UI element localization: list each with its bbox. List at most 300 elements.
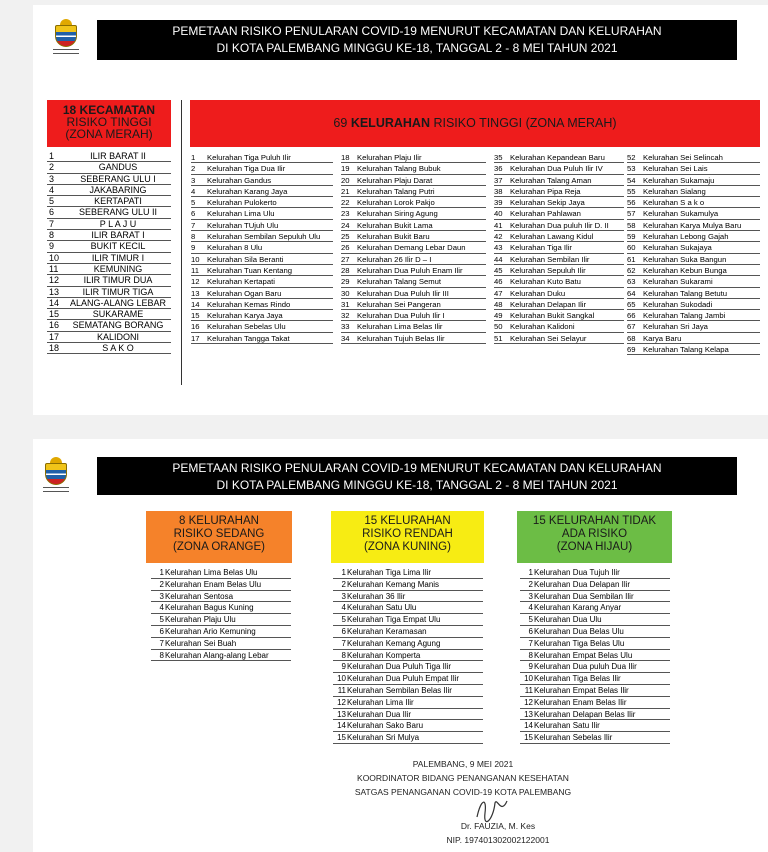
- zone-row: [520, 602, 670, 614]
- kelurahan-row: [627, 231, 760, 242]
- row-name: Kelurahan 26 Ilir D – I: [357, 254, 432, 264]
- kelurahan-row: [494, 265, 624, 276]
- row-name: Kelurahan Kertapati: [207, 277, 275, 287]
- zone-row: [151, 614, 291, 626]
- row-number: 13: [191, 288, 200, 298]
- kecamatan-heading-risk: RISIKO TINGGI: [66, 115, 152, 129]
- kecamatan-heading-count: 18 KECAMATAN: [62, 103, 156, 117]
- green-zone-heading: [517, 511, 672, 563]
- row-name: Kelurahan Plaju Darat: [357, 175, 433, 185]
- row-name: Kelurahan Delapan Ilir: [510, 299, 587, 309]
- row-number: 45: [494, 265, 503, 275]
- row-name: Kelurahan Tiga Belas Ilir: [534, 674, 621, 684]
- row-name: Kelurahan Sei Pangeran: [357, 299, 441, 309]
- row-name: ALANG-ALANG LEBAR: [69, 297, 167, 308]
- row-name: Kelurahan Demang Lebar Daun: [357, 243, 466, 253]
- row-number: 2: [191, 164, 196, 174]
- zone-row: [333, 626, 483, 638]
- title-line-1: PEMETAAN RISIKO PENULARAN COVID-19 MENURUT KECAMATAN DAN KELURAHAN: [172, 461, 662, 475]
- document-title-2: [97, 457, 737, 495]
- row-name: Kelurahan Dua Belas Ulu: [534, 626, 624, 636]
- kelurahan-row: [494, 333, 624, 344]
- zone-row: [333, 591, 483, 603]
- kelurahan-row: [627, 208, 760, 219]
- zone-row: [333, 732, 483, 744]
- document-title: [97, 20, 737, 60]
- kelurahan-row: [341, 265, 486, 276]
- row-name: Kelurahan Sekip Jaya: [510, 198, 585, 208]
- row-name: Kelurahan Alang-alang Lebar: [165, 650, 269, 660]
- row-name: Kelurahan Lima Belas Ulu: [165, 568, 258, 577]
- row-name: Kelurahan Empat Belas Ulu: [534, 650, 633, 660]
- row-name: Kelurahan Bukit Baru: [357, 232, 430, 242]
- row-number: 15: [524, 733, 533, 743]
- row-name: Kelurahan Karya Jaya: [207, 311, 283, 321]
- zone-row: [151, 591, 291, 603]
- kelurahan-row: [191, 242, 333, 253]
- kelurahan-row: [494, 186, 624, 197]
- row-number: 8: [341, 650, 346, 660]
- row-name: Kelurahan Talang Putri: [357, 186, 435, 196]
- signature-block: [363, 757, 563, 771]
- row-number: 27: [341, 254, 350, 264]
- kelurahan-row: [494, 163, 624, 174]
- kelurahan-row: [341, 220, 486, 231]
- row-number: 14: [337, 721, 346, 731]
- row-number: 1: [159, 568, 164, 577]
- row-name: Kelurahan Suka Bangun: [643, 254, 727, 264]
- row-name: Kelurahan Sembilan Sepuluh Ulu: [207, 232, 321, 242]
- coordinator-role: KOORDINATOR BIDANG PENANGANAN KESEHATAN: [357, 773, 569, 783]
- zone-row: [520, 650, 670, 662]
- palembang-emblem-icon: [53, 19, 79, 55]
- zone-row: [333, 567, 483, 579]
- row-number: 30: [341, 288, 350, 298]
- row-name: Kelurahan Sembilan Ilir: [510, 254, 590, 264]
- row-number: 29: [341, 277, 350, 287]
- row-number: 61: [627, 254, 636, 264]
- row-number: 6: [191, 209, 196, 219]
- row-number: 11: [49, 263, 59, 274]
- row-name: Kelurahan Lima Belas Ilir: [357, 322, 443, 332]
- kelurahan-row: [494, 310, 624, 321]
- row-number: 42: [494, 232, 503, 242]
- kelurahan-row: [341, 299, 486, 310]
- kecamatan-row: [47, 309, 171, 320]
- kecamatan-row: [47, 264, 171, 275]
- kelurahan-row: [494, 276, 624, 287]
- kecamatan-row: [47, 162, 171, 173]
- kecamatan-row: [47, 320, 171, 331]
- row-name: Kelurahan Talang Jambi: [643, 311, 726, 321]
- row-name: Kelurahan Bukit Lama: [357, 220, 433, 230]
- row-number: 60: [627, 243, 636, 253]
- row-number: 36: [494, 164, 503, 174]
- kecamatan-row: [47, 275, 171, 286]
- row-number: 10: [337, 674, 346, 684]
- row-number: 64: [627, 288, 636, 298]
- row-number: 39: [494, 198, 503, 208]
- kecamatan-heading-zone: (ZONA MERAH): [65, 127, 153, 141]
- row-name: Kelurahan Dua Puluh Tiga Ilir: [347, 662, 452, 672]
- row-name: Kelurahan Sembilan Belas Ilir: [347, 685, 452, 695]
- row-number: 11: [337, 685, 346, 695]
- row-name: SEBERANG ULU I: [80, 173, 156, 184]
- row-number: 56: [627, 198, 636, 208]
- row-number: 3: [341, 591, 346, 601]
- zone-row: [520, 709, 670, 721]
- row-name: Kelurahan Dua puluh Ilir D. II: [510, 220, 609, 230]
- row-number: 22: [341, 198, 350, 208]
- kecamatan-row: [47, 196, 171, 207]
- zone-row: [333, 709, 483, 721]
- row-name: Kelurahan Dua Sembilan Ilir: [534, 591, 634, 601]
- kelurahan-row: [627, 175, 760, 186]
- yellow-zone-heading: [331, 511, 484, 563]
- row-name: KALIDONI: [96, 331, 139, 342]
- kelurahan-row: [494, 242, 624, 253]
- row-number: 2: [49, 162, 55, 173]
- row-number: 13: [524, 709, 533, 719]
- kelurahan-row: [191, 186, 333, 197]
- kelurahan-row: [191, 152, 333, 163]
- row-name: Kelurahan Sukarami: [643, 277, 713, 287]
- zone-row: [520, 638, 670, 650]
- zone-row: [520, 626, 670, 638]
- title-line-1: PEMETAAN RISIKO PENULARAN COVID-19 MENURUT KECAMATAN DAN KELURAHAN: [172, 24, 662, 38]
- row-name: Kelurahan Sukamulya: [643, 209, 719, 219]
- kecamatan-row: [47, 287, 171, 298]
- kelurahan-row: [494, 254, 624, 265]
- row-number: 9: [191, 243, 196, 253]
- row-name: Kelurahan Talang Aman: [510, 175, 592, 185]
- row-name: Kelurahan Sukamaju: [643, 175, 715, 185]
- row-number: 26: [341, 243, 350, 253]
- row-number: 4: [528, 603, 533, 613]
- row-number: 4: [159, 603, 164, 613]
- signatory-nip: NIP. 197401302002122001: [446, 835, 550, 845]
- zone-row: [333, 720, 483, 732]
- kelurahan-column-4: [627, 152, 760, 355]
- row-name: Kelurahan Lima Ilir: [347, 697, 414, 707]
- green-heading-line2: ADA RISIKO: [561, 528, 628, 540]
- row-name: Kelurahan Enam Belas Ulu: [165, 579, 262, 589]
- row-number: 68: [627, 333, 636, 343]
- kelurahan-row: [191, 197, 333, 208]
- row-name: Kelurahan Bukit Sangkal: [510, 311, 595, 321]
- orange-heading-line2: RISIKO SEDANG: [173, 528, 265, 540]
- zone-row: [333, 614, 483, 626]
- kelurahan-row: [627, 265, 760, 276]
- kelurahan-row: [341, 231, 486, 242]
- green-heading-line1: 15 KELURAHAN TIDAK: [532, 515, 657, 527]
- row-number: 62: [627, 265, 636, 275]
- row-name: KEMUNING: [93, 263, 143, 274]
- row-name: Kelurahan TUjuh Ulu: [207, 220, 279, 230]
- row-name: Kelurahan Komperta: [347, 650, 421, 660]
- row-number: 32: [341, 311, 350, 321]
- kelurahan-row: [494, 175, 624, 186]
- row-number: 51: [494, 333, 503, 343]
- row-name: Kelurahan Lawang Kidul: [510, 232, 594, 242]
- zone-row: [151, 602, 291, 614]
- row-name: Kelurahan Dua puluh Dua Ilir: [534, 662, 637, 672]
- kelurahan-row: [627, 299, 760, 310]
- kelurahan-row: [191, 265, 333, 276]
- row-name: Kelurahan Sukajaya: [643, 243, 712, 253]
- row-number: 33: [341, 322, 350, 332]
- row-name: Kelurahan Sukodadi: [643, 299, 713, 309]
- row-number: 50: [494, 322, 503, 332]
- row-name: Kelurahan Talang Semut: [357, 277, 442, 287]
- row-number: 24: [341, 220, 350, 230]
- row-number: 7: [191, 220, 196, 230]
- row-name: Kelurahan Talang Kelapa: [643, 345, 729, 355]
- row-number: 69: [627, 345, 636, 355]
- row-number: 2: [341, 579, 346, 589]
- row-number: 65: [627, 299, 636, 309]
- row-name: Kelurahan Keramasan: [347, 626, 427, 636]
- row-number: 44: [494, 254, 503, 264]
- kelurahan-row: [191, 163, 333, 174]
- row-number: 2: [159, 579, 164, 589]
- row-number: 15: [191, 311, 200, 321]
- row-number: 5: [341, 615, 346, 625]
- zone-row: [520, 567, 670, 579]
- row-name: Kelurahan Tiga Puluh Ilir: [207, 153, 291, 162]
- kelurahan-row: [341, 321, 486, 332]
- kelurahan-row: [494, 197, 624, 208]
- row-name: Kelurahan Lima Ulu: [207, 209, 275, 219]
- row-number: 13: [49, 286, 60, 297]
- zone-row: [151, 650, 291, 662]
- row-number: 52: [627, 153, 636, 162]
- row-number: 17: [191, 333, 200, 343]
- row-name: Kelurahan Dua Puluh Ilir IV: [510, 164, 603, 174]
- zone-row: [520, 614, 670, 626]
- row-number: 8: [191, 232, 196, 242]
- kelurahan-row: [341, 333, 486, 344]
- row-number: 10: [49, 252, 60, 263]
- kecamatan-row: [47, 174, 171, 185]
- kelurahan-red-bold: KELURAHAN: [350, 116, 430, 130]
- row-number: 6: [341, 626, 346, 636]
- row-number: 67: [627, 322, 636, 332]
- row-name: ILIR TIMUR I: [91, 252, 145, 263]
- row-name: Kelurahan Dua Ulu: [534, 615, 602, 625]
- kelurahan-row: [627, 220, 760, 231]
- row-name: Kelurahan Sebelas Ulu: [207, 322, 286, 332]
- row-number: 9: [49, 241, 55, 252]
- row-name: Kelurahan Dua Puluh Empat Ilir: [347, 674, 460, 684]
- row-number: 15: [337, 733, 346, 743]
- green-heading-line3: (ZONA HIJAU): [556, 541, 633, 553]
- kelurahan-row: [627, 242, 760, 253]
- row-number: 28: [341, 265, 350, 275]
- row-number: 9: [528, 662, 533, 672]
- row-name: Kelurahan Sebelas Ilir: [534, 733, 613, 743]
- orange-zone-list: [151, 567, 291, 661]
- row-number: 66: [627, 311, 636, 321]
- row-name: Kelurahan Talang Bubuk: [357, 164, 441, 174]
- kelurahan-row: [494, 208, 624, 219]
- kelurahan-row: [191, 220, 333, 231]
- zone-row: [333, 697, 483, 709]
- zone-row: [333, 650, 483, 662]
- signature-roles: [343, 771, 583, 799]
- place-date: PALEMBANG, 9 MEI 2021: [412, 759, 514, 769]
- row-number: 2: [528, 579, 533, 589]
- row-number: 49: [494, 311, 503, 321]
- kelurahan-red-label: RISIKO TINGGI (ZONA MERAH): [429, 116, 617, 130]
- row-number: 5: [528, 615, 533, 625]
- row-number: 5: [49, 196, 55, 207]
- row-name: Kelurahan Tiga Lima Ilir: [347, 568, 432, 577]
- row-name: Kelurahan Tiga Empat Ulu: [347, 615, 441, 625]
- kelurahan-row: [191, 299, 333, 310]
- row-number: 1: [528, 568, 533, 577]
- row-number: 8: [49, 230, 55, 241]
- row-number: 18: [341, 153, 350, 162]
- row-name: Kelurahan Karya Mulya Baru: [643, 220, 742, 230]
- row-number: 4: [341, 603, 346, 613]
- row-number: 3: [159, 591, 164, 601]
- row-number: 14: [191, 299, 200, 309]
- kelurahan-row: [627, 344, 760, 355]
- kelurahan-row: [627, 333, 760, 344]
- row-number: 11: [191, 265, 199, 275]
- row-number: 63: [627, 277, 636, 287]
- kelurahan-row: [627, 321, 760, 332]
- row-number: 6: [49, 207, 55, 218]
- row-name: Kelurahan Kepandean Baru: [510, 153, 605, 162]
- row-name: Kelurahan Dua Tujuh Ilir: [534, 568, 620, 577]
- row-name: Kelurahan Pipa Reja: [510, 186, 581, 196]
- zone-row: [520, 697, 670, 709]
- kelurahan-row: [494, 152, 624, 163]
- row-number: 12: [524, 697, 533, 707]
- row-name: Kelurahan Sri Mulya: [347, 733, 420, 743]
- row-name: Kelurahan Sila Beranti: [207, 254, 284, 264]
- zone-row: [333, 661, 483, 673]
- row-name: Kelurahan Sepuluh Ilir: [510, 265, 586, 275]
- row-name: Kelurahan Satu Ilir: [534, 721, 600, 731]
- row-name: Kelurahan Dua Puluh Ilir III: [357, 288, 449, 298]
- kecamatan-row: [47, 298, 171, 309]
- zone-row: [151, 579, 291, 591]
- zone-row: [520, 661, 670, 673]
- row-name: Kelurahan Gandus: [207, 175, 272, 185]
- kelurahan-row: [341, 175, 486, 186]
- row-number: 1: [191, 153, 196, 162]
- row-name: SEMATANG BORANG: [72, 320, 164, 331]
- row-number: 19: [341, 164, 350, 174]
- row-name: ILIR TIMUR DUA: [83, 275, 153, 286]
- row-number: 12: [49, 275, 60, 286]
- kelurahan-row: [191, 333, 333, 344]
- row-number: 5: [191, 198, 196, 208]
- kelurahan-row: [627, 197, 760, 208]
- row-number: 1: [49, 151, 55, 161]
- row-name: Kelurahan Bagus Kuning: [165, 603, 254, 613]
- kelurahan-row: [627, 152, 760, 163]
- other-zones-panel: [33, 439, 768, 852]
- zone-row: [520, 685, 670, 697]
- row-name: Kelurahan Dua Puluh Enam Ilir: [357, 265, 463, 275]
- row-name: Kelurahan Sialang: [643, 186, 706, 196]
- yellow-zone-list: [333, 567, 483, 744]
- kecamatan-row: [47, 241, 171, 252]
- row-name: Kelurahan Talang Betutu: [643, 288, 728, 298]
- row-number: 10: [524, 674, 533, 684]
- row-name: Kelurahan Ario Kemuning: [165, 626, 256, 636]
- red-zone-panel: [33, 5, 768, 415]
- kecamatan-row: [47, 207, 171, 218]
- row-number: 40: [494, 209, 503, 219]
- row-name: Kelurahan Sei Selayur: [510, 333, 587, 343]
- kecamatan-row: [47, 230, 171, 241]
- row-number: 25: [341, 232, 350, 242]
- zone-row: [151, 567, 291, 579]
- zone-row: [520, 579, 670, 591]
- row-name: Kelurahan Delapan Belas Ilir: [534, 709, 636, 719]
- kelurahan-red-heading: [190, 100, 760, 147]
- row-name: ILIR BARAT I: [91, 230, 145, 241]
- kelurahan-column-3: [494, 152, 624, 344]
- row-number: 11: [524, 685, 533, 695]
- row-number: 48: [494, 299, 503, 309]
- row-name: Kelurahan Kebun Bunga: [643, 265, 727, 275]
- kelurahan-row: [341, 276, 486, 287]
- row-number: 21: [341, 186, 350, 196]
- row-name: Kelurahan 36 Ilir: [347, 591, 406, 601]
- row-name: Kelurahan Tujuh Belas Ilir: [357, 333, 445, 343]
- kelurahan-row: [191, 175, 333, 186]
- row-number: 54: [627, 175, 636, 185]
- row-number: 31: [341, 299, 350, 309]
- zone-row: [333, 685, 483, 697]
- yellow-heading-line3: (ZONA KUNING): [364, 541, 451, 553]
- row-name: Kelurahan Tiga Belas Ulu: [534, 638, 625, 648]
- kecamatan-row: [47, 219, 171, 230]
- kelurahan-row: [341, 254, 486, 265]
- row-number: 7: [528, 638, 533, 648]
- kecamatan-row: [47, 151, 171, 162]
- row-number: 58: [627, 220, 636, 230]
- row-number: 8: [528, 650, 533, 660]
- kecamatan-row: [47, 253, 171, 264]
- zone-row: [151, 638, 291, 650]
- row-name: Kelurahan S a k o: [643, 198, 705, 208]
- row-number: 18: [49, 343, 60, 354]
- row-name: Kelurahan Empat Belas Ilir: [534, 685, 629, 695]
- row-number: 38: [494, 186, 503, 196]
- row-number: 8: [159, 650, 164, 660]
- row-number: 15: [49, 309, 60, 320]
- kelurahan-row: [191, 276, 333, 287]
- row-number: 14: [49, 297, 60, 308]
- title-line-2: DI KOTA PALEMBANG MINGGU KE-18, TANGGAL 2 - 8 MEI TAHUN 2021: [216, 41, 618, 55]
- row-number: 57: [627, 209, 636, 219]
- kecamatan-row: [47, 343, 171, 354]
- row-name: Kelurahan Sei Lais: [643, 164, 708, 174]
- row-number: 12: [191, 277, 200, 287]
- row-name: Kelurahan Dua Ilir: [347, 709, 412, 719]
- row-name: Kelurahan Plaju Ilir: [357, 153, 422, 162]
- kelurahan-row: [627, 163, 760, 174]
- signatory: [428, 819, 568, 847]
- kelurahan-row: [341, 310, 486, 321]
